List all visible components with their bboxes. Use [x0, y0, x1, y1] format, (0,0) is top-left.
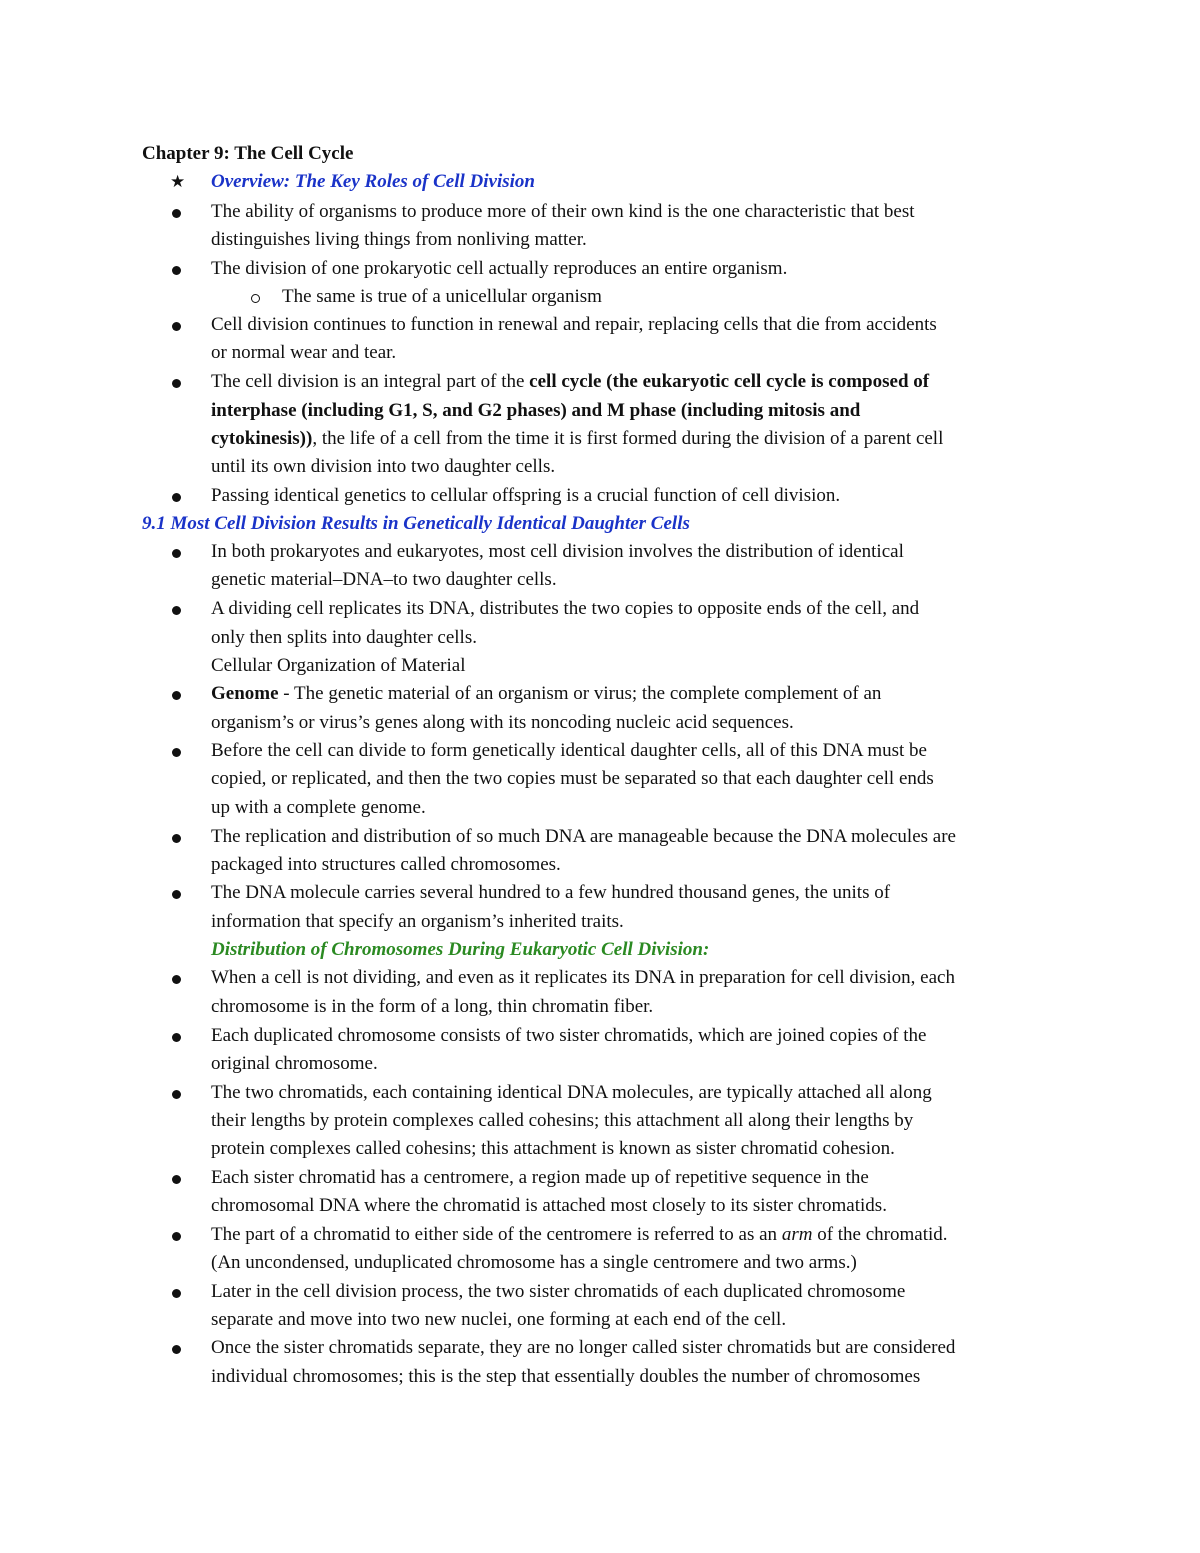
bullet-icon [171, 368, 183, 396]
dist-bullet-4-line-1: Each sister chromatid has a centromere, a region made up of repetitive sequence in the [211, 1167, 869, 1188]
dist-bullet-2-line-1: Each duplicated chromosome consists of two sister chromatids, which are joined copies of the [211, 1025, 927, 1046]
chapter-title: Chapter 9: The Cell Cycle [142, 143, 354, 164]
overview-bullet-4-line-2: interphase (including G1, S, and G2 phases) and M phase (including mitosis and [211, 400, 861, 421]
bullet-icon [171, 255, 183, 283]
s91-bullet-5-line-1: The replication and distribution of so much DNA are manageable because the DNA molecules are [211, 826, 956, 847]
s91-bullet-2-line-2: only then splits into daughter cells. [211, 627, 477, 648]
overview-bullet-5: Passing identical genetics to cellular offspring is a crucial function of cell division. [211, 485, 841, 506]
overview-bullet-3-line-1: Cell division continues to function in renewal and repair, replacing cells that die from accidents [211, 314, 937, 335]
dist-bullet-5-line-2: (An uncondensed, unduplicated chromosome has a single centromere and two arms.) [211, 1252, 857, 1273]
bullet-icon [171, 595, 183, 623]
bullet-icon [171, 680, 183, 708]
dist-bullet-4-line-2: chromosomal DNA where the chromatid is attached most closely to its sister chromatids. [211, 1195, 887, 1216]
dist-bullet-7-line-1: Once the sister chromatids separate, they are no longer called sister chromatids but are considered [211, 1337, 956, 1358]
dist-bullet-3-line-3: protein complexes called cohesins; this attachment is known as sister chromatid cohesion. [211, 1138, 895, 1159]
s91-bullet-4-line-3: up with a complete genome. [211, 797, 426, 818]
bullet-icon [171, 1278, 183, 1306]
dist-bullet-5-line-1 [211, 1221, 1111, 1250]
s91-bullet-4-line-2: copied, or replicated, and then the two copies must be separated so that each daughter cell ends [211, 768, 934, 789]
dist-bullet-2-line-2: original chromosome. [211, 1053, 378, 1074]
s91-bullet-2-line-1: A dividing cell replicates its DNA, distributes the two copies to opposite ends of the cell, and [211, 598, 920, 619]
bullet-icon [171, 1164, 183, 1192]
overview-sub-bullet: The same is true of a unicellular organism [282, 286, 602, 307]
text-run: of the chromatid. [812, 1224, 948, 1245]
dist-bullet-6-line-2: separate and move into two new nuclei, one forming at each end of the cell. [211, 1309, 787, 1330]
text-run: - The genetic material of an organism or virus; the complete complement of an [278, 683, 882, 704]
overview-bullet-4-line-3 [211, 425, 1111, 454]
s91-subheading: Cellular Organization of Material [211, 655, 466, 676]
bullet-icon [171, 482, 183, 510]
bullet-icon [171, 1022, 183, 1050]
dist-bullet-3-line-2: their lengths by protein complexes called cohesins; this attachment all along their lengths by [211, 1110, 914, 1131]
s91-bullet-1-line-2: genetic material–DNA–to two daughter cells. [211, 569, 557, 590]
hollow-bullet-icon [251, 283, 263, 311]
s91-bullet-5-line-2: packaged into structures called chromosomes. [211, 854, 561, 875]
s91-bullet-3-line-1 [211, 680, 1111, 709]
bullet-icon [171, 964, 183, 992]
bullet-icon [171, 198, 183, 226]
overview-bullet-1-line-1: The ability of organisms to produce more of their own kind is the one characteristic that best [211, 201, 915, 222]
overview-bullet-2: The division of one prokaryotic cell actually reproduces an entire organism. [211, 258, 788, 279]
section-9-1-heading: 9.1 Most Cell Division Results in Genetically Identical Daughter Cells [142, 513, 690, 534]
distribution-heading: Distribution of Chromosomes During Eukaryotic Cell Division: [211, 939, 710, 960]
s91-bullet-1-line-1: In both prokaryotes and eukaryotes, most cell division involves the distribution of identical [211, 541, 904, 562]
bullet-icon [171, 1079, 183, 1107]
dist-bullet-1-line-2: chromosome is in the form of a long, thin chromatin fiber. [211, 996, 654, 1017]
genome-term: Genome [211, 683, 279, 704]
bullet-icon [171, 311, 183, 339]
dist-bullet-7-line-2: individual chromosomes; this is the step that essentially doubles the number of chromosomes [211, 1366, 921, 1387]
overview-bullet-4-line-4: until its own division into two daughter cells. [211, 456, 556, 477]
s91-bullet-6-line-1: The DNA molecule carries several hundred to a few hundred thousand genes, the units of [211, 882, 891, 903]
overview-bullet-4-line-1 [211, 368, 1111, 397]
cytokinesis-term: cytokinesis)) [211, 428, 313, 449]
arm-term: arm [781, 1224, 813, 1245]
text-run: The cell division is an integral part of the [211, 371, 530, 392]
bullet-icon [171, 737, 183, 765]
bullet-icon [171, 1221, 183, 1249]
bullet-icon [171, 538, 183, 566]
text-run: The part of a chromatid to either side of the centromere is referred to as an [211, 1224, 782, 1245]
overview-heading: Overview: The Key Roles of Cell Division [211, 171, 535, 192]
cell-cycle-term: cell cycle (the eukaryotic cell cycle is composed of [529, 371, 930, 392]
star-bullet-icon: ★ [170, 172, 186, 192]
bullet-icon [171, 879, 183, 907]
dist-bullet-1-line-1: When a cell is not dividing, and even as it replicates its DNA in preparation for cell division, each [211, 967, 955, 988]
text-run: , the life of a cell from the time it is first formed during the division of a parent cell [312, 428, 944, 449]
dist-bullet-3-line-1: The two chromatids, each containing identical DNA molecules, are typically attached all along [211, 1082, 932, 1103]
bullet-icon [171, 1334, 183, 1362]
overview-bullet-1-line-2: distinguishes living things from nonliving matter. [211, 229, 587, 250]
s91-bullet-4-line-1: Before the cell can divide to form genetically identical daughter cells, all of this DNA must be [211, 740, 927, 761]
s91-bullet-6-line-2: information that specify an organism’s inherited traits. [211, 911, 624, 932]
bullet-icon [171, 823, 183, 851]
overview-bullet-3-line-2: or normal wear and tear. [211, 342, 397, 363]
dist-bullet-6-line-1: Later in the cell division process, the two sister chromatids of each duplicated chromosome [211, 1281, 906, 1302]
s91-bullet-3-line-2: organism’s or virus’s genes along with its noncoding nucleic acid sequences. [211, 712, 794, 733]
